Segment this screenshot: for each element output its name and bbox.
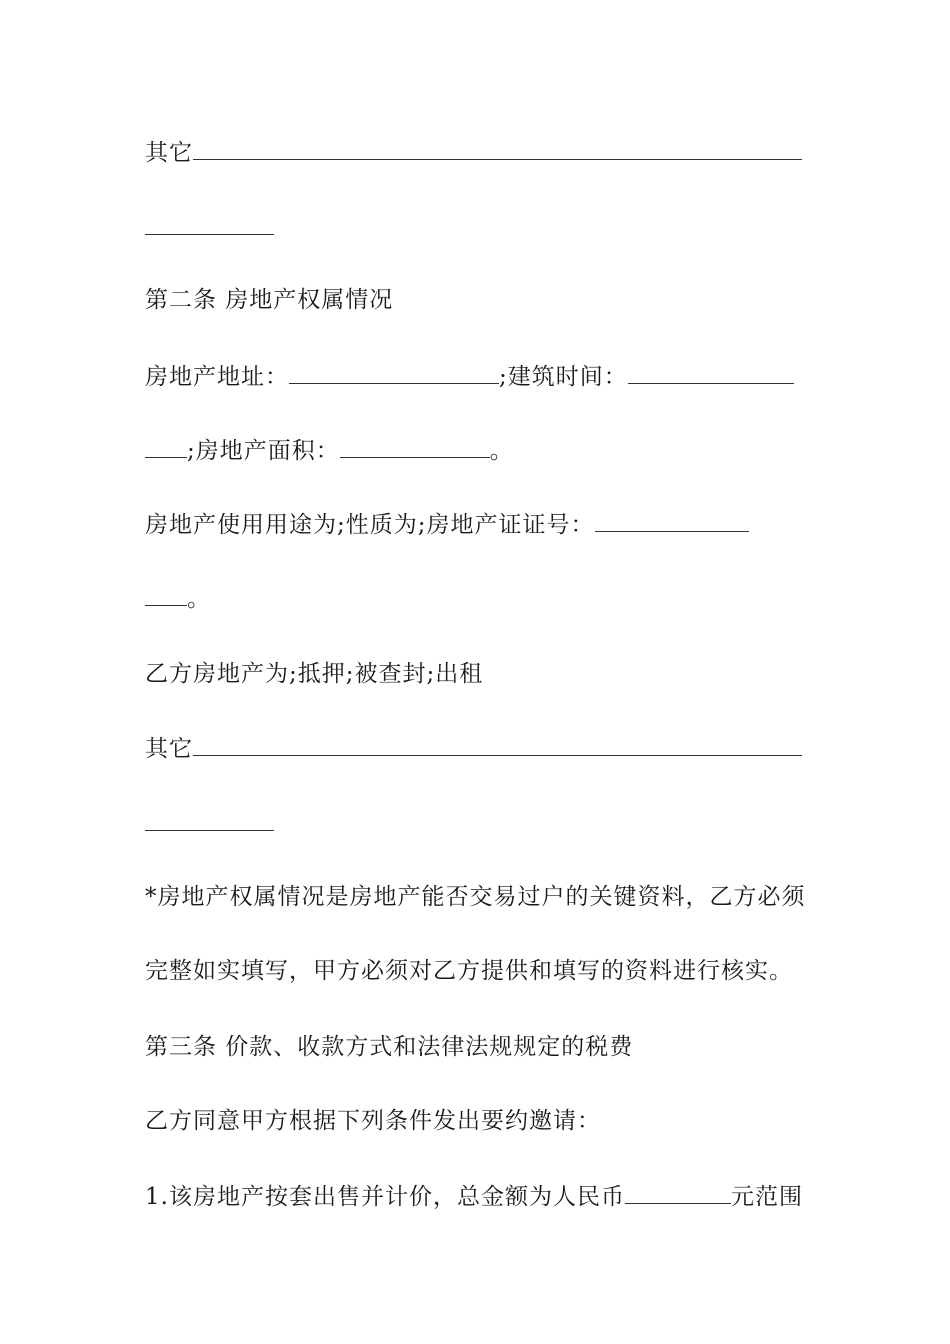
- area-label: ;房地产面积：: [187, 438, 340, 464]
- build-time-blank-continued[interactable]: [145, 435, 187, 458]
- other-label-2: 其它: [145, 736, 193, 762]
- usage-line: [145, 509, 749, 539]
- article-2-title: 第二条 房地产权属情况: [145, 287, 394, 313]
- item-1-line: [145, 1181, 803, 1211]
- address-blank[interactable]: [289, 361, 499, 384]
- agree-line: 乙方同意甲方根据下列条件发出要约邀请：: [145, 1108, 601, 1134]
- note-line-2: 完整如实填写，甲方必须对乙方提供和填写的资料进行核实。: [145, 958, 793, 984]
- area-blank[interactable]: [340, 435, 490, 458]
- usage-text: 房地产使用用途为;性质为;房地产证证号：: [145, 512, 595, 538]
- cert-number-blank-continued[interactable]: [145, 583, 187, 606]
- other-blank-1-continued[interactable]: [145, 234, 274, 235]
- cert-end: 。: [187, 586, 211, 612]
- other-blank-2-continued[interactable]: [145, 830, 274, 831]
- other-blank-1[interactable]: [193, 137, 802, 160]
- build-time-label: ;建筑时间：: [499, 364, 628, 390]
- cert-line-continued: [145, 583, 211, 613]
- note-line-1: *房地产权属情况是房地产能否交易过户的关键资料，乙方必须: [145, 884, 806, 910]
- article-3-title: 第三条 价款、收款方式和法律法规规定的税费: [145, 1034, 634, 1060]
- item-1-suffix: 元范围: [730, 1184, 803, 1210]
- address-label: 房地产地址：: [145, 364, 289, 390]
- other-line-2: [145, 733, 802, 763]
- address-line: [145, 361, 794, 391]
- area-end: 。: [489, 438, 514, 464]
- total-amount-blank[interactable]: [625, 1181, 731, 1204]
- other-label-1: 其它: [145, 140, 193, 166]
- area-line: [145, 435, 514, 465]
- other-line-1: [145, 137, 802, 167]
- build-time-blank[interactable]: [628, 361, 794, 384]
- item-1-prefix: 1.该房地产按套出售并计价，总金额为人民币: [145, 1184, 625, 1210]
- other-blank-2[interactable]: [193, 733, 802, 756]
- cert-number-blank[interactable]: [595, 509, 749, 532]
- party-b-status-line: 乙方房地产为;抵押;被查封;出租: [145, 661, 484, 687]
